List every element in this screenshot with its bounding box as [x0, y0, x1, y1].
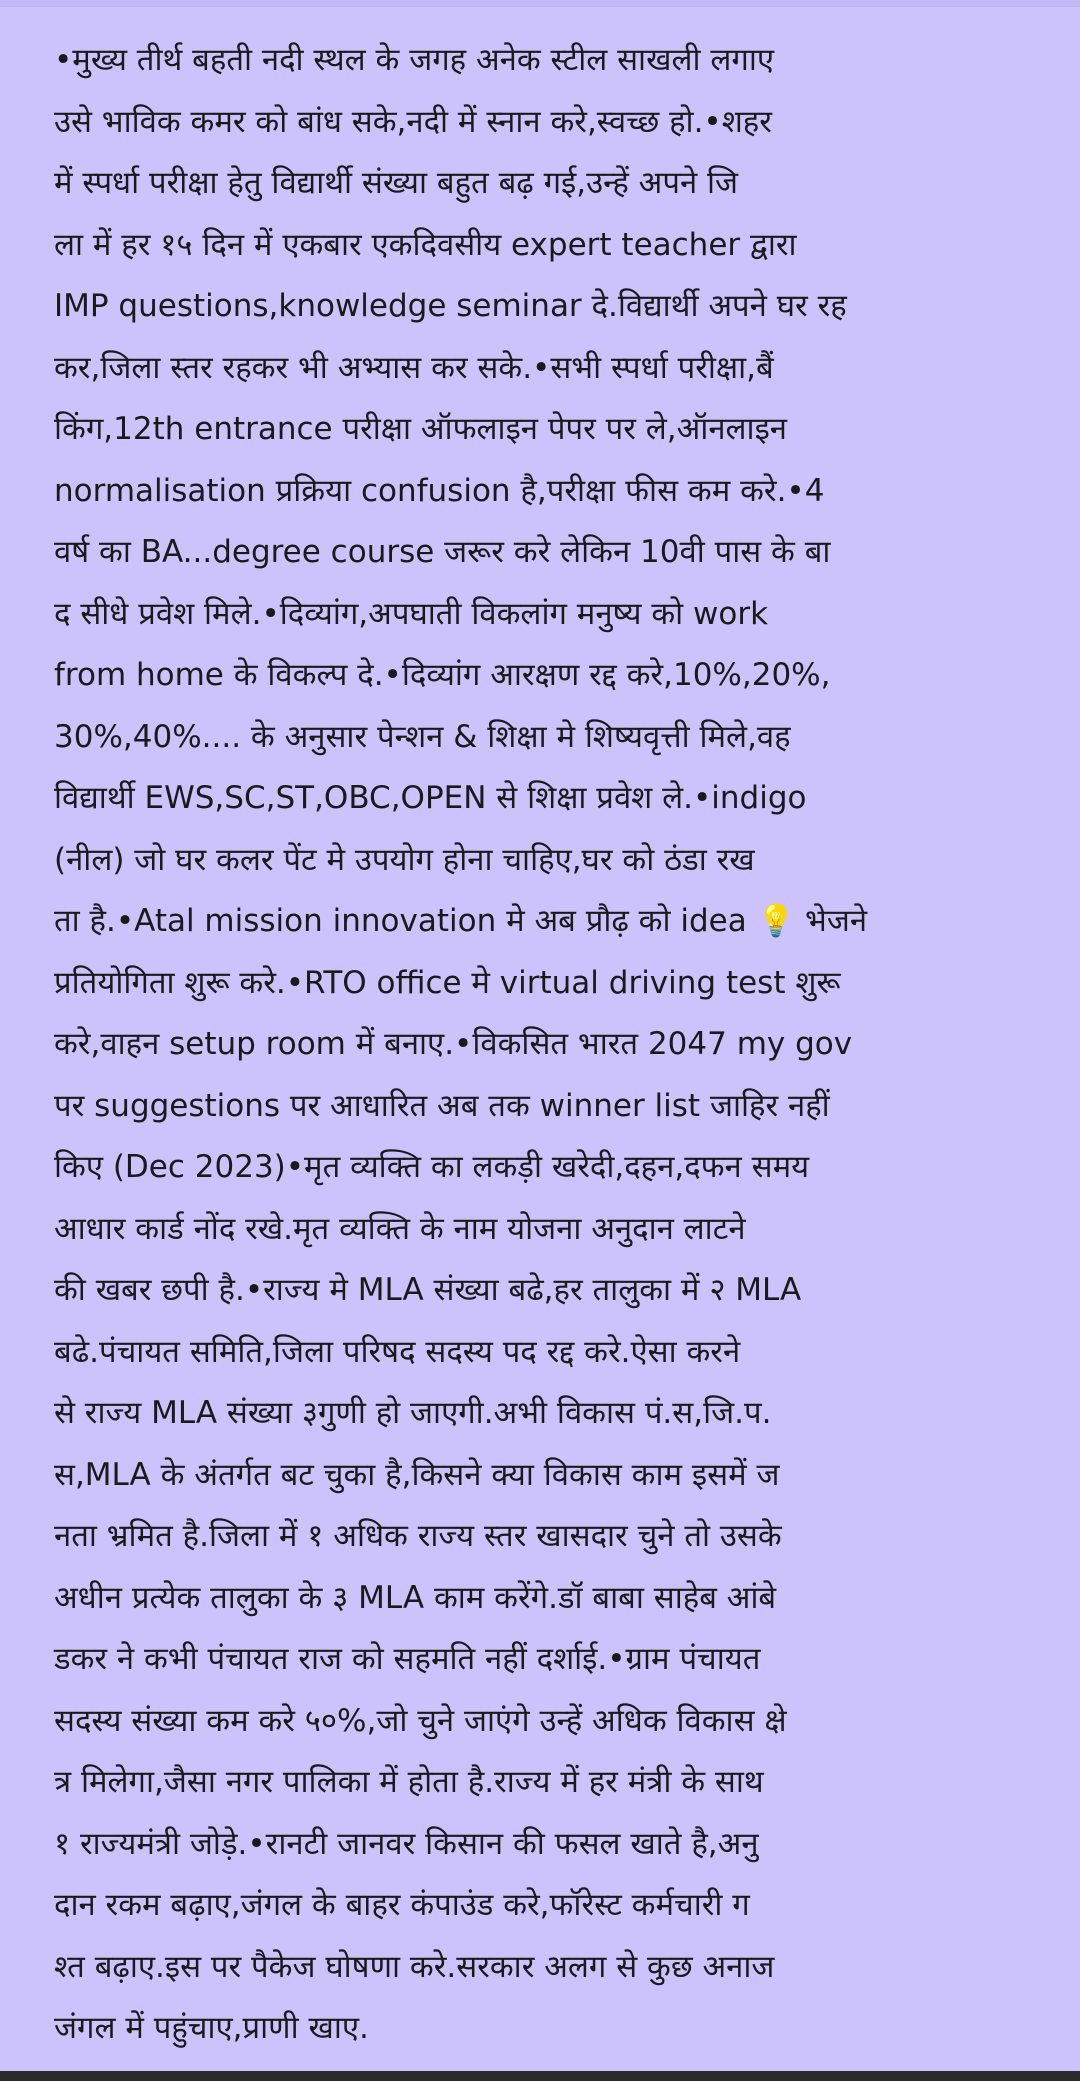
message-line: की खबर छपी है.•राज्य मे MLA संख्या बढे,हर तालुका में २ MLA: [54, 1272, 802, 1308]
message-line: normalisation प्रक्रिया confusion है,परीक्षा फीस कम करे.•4: [54, 472, 825, 509]
message-line: from home के विकल्प दे.•दिव्यांग आरक्षण रद्द करे,10%,20%,: [54, 657, 831, 693]
message-line: बढे.पंचायत समिति,जिला परिषद सदस्य पद रद्द करे.ऐसा करने: [54, 1333, 741, 1370]
message-line: पर suggestions पर आधारित अब तक winner list जाहिर नहीं: [54, 1087, 830, 1124]
message-line: वर्ष का BA...degree course जरूर करे लेकिन 10वी पास के बा: [54, 534, 831, 570]
message-line: श्त बढ़ाए.इस पर पैकेज घोषणा करे.सरकार अलग से कुछ अनाज: [54, 1948, 775, 1985]
message-line: किए (Dec 2023)•मृत व्यक्ति का लकड़ी खरेदी,दहन,दफन समय: [54, 1149, 810, 1185]
message-line: किंग,12th entrance परीक्षा ऑफलाइन पेपर पर ले,ऑनलाइन: [54, 411, 787, 447]
message-line: स,MLA के अंतर्गत बट चुका है,किसने क्या विकास काम इसमें ज: [54, 1456, 780, 1493]
message-line: IMP questions,knowledge seminar दे.विद्यार्थी अपने घर रह: [54, 288, 847, 324]
message-line: उसे भाविक कमर को बांध सके,नदी में स्नान करे,स्वच्छ हो.•शहर: [54, 103, 772, 140]
message-line: सदस्य संख्या कम करे ५०%,जो चुने जाएंगे उन्हें अधिक विकास क्षे: [54, 1702, 787, 1739]
message-line: ता है.•Atal mission innovation मे अब प्रौढ़ को idea 💡 भेजने: [54, 903, 868, 939]
message-line: विद्यार्थी EWS,SC,ST,OBC,OPEN से शिक्षा प्रवेश ले.•indigo: [54, 780, 807, 816]
bottom-bar: [0, 2071, 1080, 2081]
message-line: प्रतियोगिता शुरू करे.•RTO office मे virtual driving test शुरू: [54, 964, 841, 1001]
message-line: कर,जिला स्तर रहकर भी अभ्यास कर सके.•सभी स्पर्धा परीक्षा,बैं: [54, 349, 774, 386]
message-line: दान रकम बढ़ाए,जंगल के बाहर कंपाउंड करे,फॉरेस्ट कर्मचारी ग: [54, 1887, 750, 1923]
message-line: नता भ्रमित है.जिला में १ अधिक राज्य स्तर खासदार चुने तो उसके: [54, 1518, 782, 1554]
message-line: अधीन प्रत्येक तालुका के ३ MLA काम करेंगे.डॉ बाबा साहेब आंबे: [54, 1579, 777, 1616]
message-line: में स्पर्धा परीक्षा हेतु विद्यार्थी संख्या बहुत बढ़ गई,उन्हें अपने जि: [54, 165, 739, 201]
message-line: डकर ने कभी पंचायत राज को सहमति नहीं दर्शाई.•ग्राम पंचायत: [54, 1641, 761, 1677]
message-line: 30%,40%.... के अनुसार पेन्शन & शिक्षा मे शिष्यवृत्ती मिले,वह: [54, 718, 791, 755]
message-line: जंगल में पहुंचाए,प्राणी खाए.: [54, 2010, 369, 2046]
top-divider: [0, 0, 1080, 7]
message-line: १ राज्यमंत्री जोड़े.•रानटी जानवर किसान की फसल खाते है,अनु: [54, 1825, 759, 1862]
message-line: करे,वाहन setup room में बनाए.•विकसित भारत 2047 my gov: [54, 1026, 853, 1062]
message-text[interactable]: [54, 30, 1034, 2060]
message-line: आधार कार्ड नोंद रखे.मृत व्यक्ति के नाम योजना अनुदान लाटने: [54, 1210, 746, 1247]
message-line: त्र मिलेगा,जैसा नगर पालिका में होता है.राज्य में हर मंत्री के साथ: [54, 1764, 764, 1800]
message-line: द सीधे प्रवेश मिले.•दिव्यांग,अपघाती विकलांग मनुष्य को work: [54, 595, 769, 632]
message-line: •मुख्य तीर्थ बहती नदी स्थल के जगह अनेक स्टील साखली लगाए: [54, 42, 774, 78]
message-line: (नील) जो घर कलर पेंट मे उपयोग होना चाहिए,घर को ठंडा रख: [54, 841, 755, 878]
message-line: से राज्य MLA संख्या ३गुणी हो जाएगी.अभी विकास पं.स,जि.प.: [54, 1395, 772, 1431]
message-line: ला में हर १५ दिन में एकबार एकदिवसीय expert teacher द्वारा: [54, 226, 797, 263]
